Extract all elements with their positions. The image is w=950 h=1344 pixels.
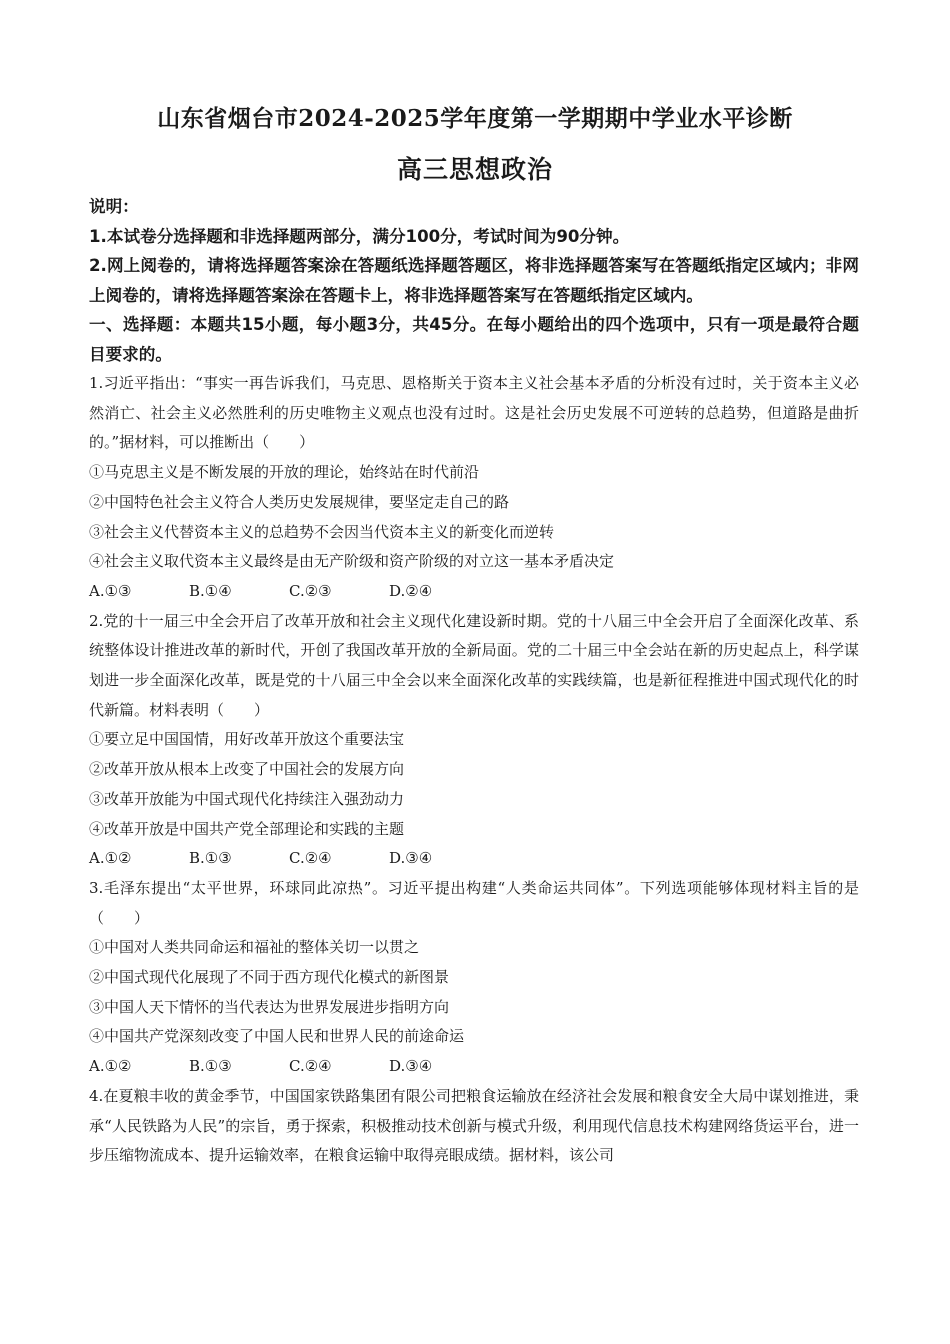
option-c: C.②④ — [289, 1057, 332, 1076]
option-b: B.①④ — [189, 581, 232, 600]
statement-item: ③中国人天下情怀的当代表达为世界发展进步指明方向 — [89, 997, 450, 1016]
option-c: C.②④ — [289, 849, 332, 868]
option-d: D.③④ — [389, 849, 433, 868]
option-b: B.①③ — [189, 849, 232, 868]
question-stem: 4.在夏粮丰收的黄金季节，中国国家铁路集团有限公司把粮食运输放在经济社会发展和粮食安全大局中谋划推进，秉承“人民铁路为人民”的宗旨，勇于探索，积极推动技术创新与模式升级，利用现代信息技术构建网络货运平台，进一步压缩物流成本、提升运输效率，在粮食运输中取得亮眼成绩。据材料，该公司 — [89, 1086, 859, 1165]
question-4 — [89, 1082, 859, 1171]
exam-content — [89, 192, 859, 1171]
notes-item-1: 1.本试卷分选择题和非选择题两部分，满分100分，考试时间为90分钟。 — [89, 226, 630, 246]
notes-item-2: 2.网上阅卷的，请将选择题答案涂在答题纸选择题答题区，将非选择题答案写在答题纸指定区域内；非网上阅卷的，请将选择题答案涂在答题卡上，将非选择题答案写在答题纸指定区域内。 — [89, 256, 859, 305]
statement-item: ②中国式现代化展现了不同于西方现代化模式的新图景 — [89, 968, 450, 987]
question-3 — [89, 874, 859, 1082]
answer-options — [89, 1052, 859, 1082]
question-stem: 2.党的十一届三中全会开启了改革开放和社会主义现代化建设新时期。党的十八届三中全会开启了全面深化改革、系统整体设计推进改革的新时代，开创了我国改革开放的全新局面。党的二十届三中全会站在新的历史起点上，科学谋划进一步全面深化改革，既是党的十八届三中全会以来全面深化改革的实践续篇，也是新征程推进中国式现代化的时代新篇。材料表明（ ） — [89, 611, 859, 719]
option-b: B.①③ — [189, 1057, 232, 1076]
option-a: A.①② — [89, 849, 132, 868]
statement-item: ③改革开放能为中国式现代化持续注入强劲动力 — [89, 789, 405, 808]
answer-options — [89, 844, 859, 874]
option-a: A.①② — [89, 1057, 132, 1076]
option-c: C.②③ — [289, 581, 332, 600]
exam-subject: 高三思想政治 — [396, 155, 553, 184]
option-d: D.②④ — [389, 581, 433, 600]
statement-item: ④社会主义取代资本主义最终是由无产阶级和资产阶级的对立这一基本矛盾决定 — [89, 552, 615, 571]
question-stem: 1.习近平指出：“事实一再告诉我们，马克思、恩格斯关于资本主义社会基本矛盾的分析没有过时，关于资本主义必然消亡、社会主义必然胜利的历史唯物主义观点也没有过时。这是社会历史发展不可逆转的总趋势，但道路是曲折的。”据材料，可以推断出（ ） — [89, 374, 859, 452]
notes-heading: 说明： — [89, 197, 139, 216]
section-heading: 一、选择题：本题共15小题，每小题3分，共45分。在每小题给出的四个选项中，只有一项是最符合题目要求的。 — [89, 315, 859, 364]
statement-item: ④改革开放是中国共产党全部理论和实践的主题 — [89, 819, 405, 838]
statement-item: ③社会主义代替资本主义的总趋势不会因当代资本主义的新变化而逆转 — [89, 522, 555, 541]
statement-item: ④中国共产党深刻改变了中国人民和世界人民的前途命运 — [89, 1027, 465, 1046]
statement-item: ②改革开放从根本上改变了中国社会的发展方向 — [89, 760, 405, 779]
statement-item: ①要立足中国国情，用好改革开放这个重要法宝 — [89, 730, 405, 749]
exam-title: 山东省烟台市2024-2025学年度第一学期期中学业水平诊断 — [157, 105, 793, 132]
statement-item: ②中国特色社会主义符合人类历史发展规律，要坚定走自己的路 — [89, 492, 510, 511]
option-d: D.③④ — [389, 1057, 433, 1076]
statement-item: ①中国对人类共同命运和福祉的整体关切一以贯之 — [89, 938, 420, 957]
question-2 — [89, 607, 859, 874]
answer-options — [89, 577, 859, 607]
question-1 — [89, 369, 859, 607]
option-a: A.①③ — [89, 581, 132, 600]
question-stem: 3.毛泽东提出“太平世界，环球同此凉热”。习近平提出构建“人类命运共同体”。下列选项能够体现材料主旨的是（ ） — [89, 878, 859, 927]
statement-item: ①马克思主义是不断发展的开放的理论，始终站在时代前沿 — [89, 463, 480, 482]
